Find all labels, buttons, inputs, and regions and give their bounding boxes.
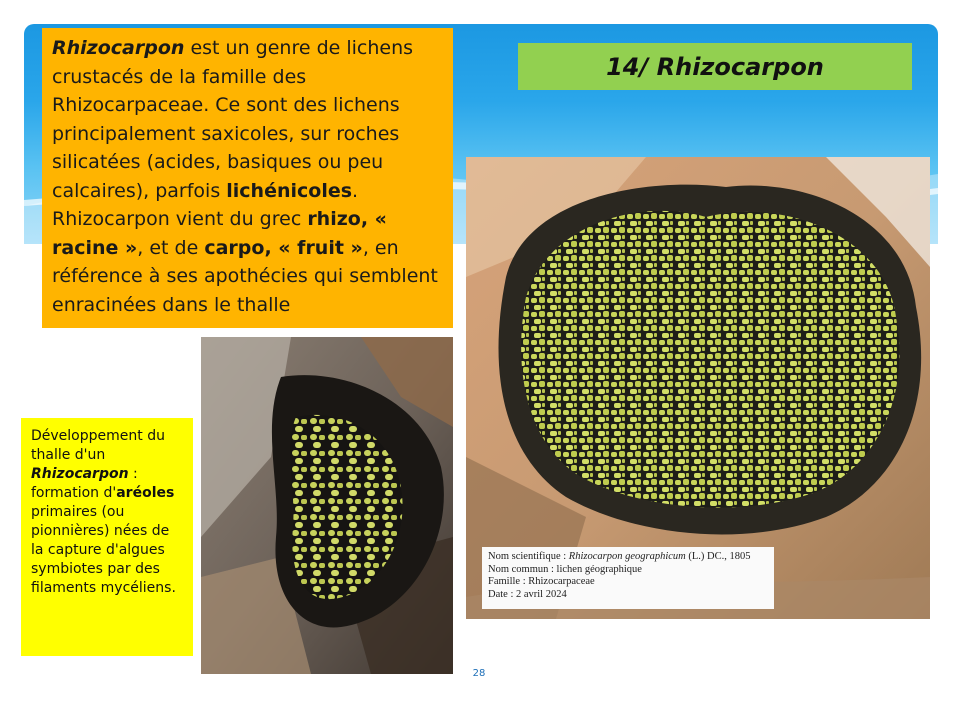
thallus-development-photo bbox=[201, 337, 453, 674]
caption-text-1: Développement du thalle d'un bbox=[31, 428, 165, 463]
label-date: Date : 2 avril 2024 bbox=[488, 588, 567, 600]
slide-title: 14/ Rhizocarpon bbox=[606, 52, 824, 81]
intro-rhizo: rhizo, « racine » bbox=[52, 208, 387, 259]
intro-carpo: carpo, « fruit » bbox=[204, 236, 363, 259]
intro-text-box bbox=[42, 28, 453, 328]
label-scientific-name: Nom scientifique : Rhizocarpon geographicum (L.) DC., 1805 bbox=[488, 551, 751, 562]
intro-text-4: , en référence à ses apothécies qui semblent enracinées dans le thalle bbox=[52, 236, 438, 316]
caption-text-3: primaires (ou pionnières) nées de la capture d'algues symbiotes par des filaments mycéliens. bbox=[31, 504, 176, 596]
intro-text-2: . Rhizocarpon vient du grec bbox=[52, 179, 359, 230]
specimen-label bbox=[482, 547, 774, 609]
page-number: 28 bbox=[472, 668, 486, 679]
intro-text-1: est un genre de lichens crustacés de la famille des Rhizocarpaceae. Ce sont des lichens principalement saxicoles, sur roches silicatées (acides, basiques ou peu calcaires), parfois bbox=[52, 37, 414, 202]
intro-text-3: , et de bbox=[137, 236, 205, 259]
slide-title-box bbox=[518, 43, 912, 90]
caption-genus: Rhizocarpon bbox=[31, 466, 129, 482]
intro-genus: Rhizocarpon bbox=[52, 37, 185, 59]
intro-lichenicoles: lichénicoles bbox=[226, 179, 353, 202]
caption-areoles: aréoles bbox=[116, 485, 175, 501]
label-common-name: Nom commun : lichen géographique bbox=[488, 563, 642, 575]
caption-box bbox=[21, 418, 193, 656]
label-family: Famille : Rhizocarpaceae bbox=[488, 576, 595, 588]
caption-text-2: : formation d' bbox=[31, 466, 138, 501]
